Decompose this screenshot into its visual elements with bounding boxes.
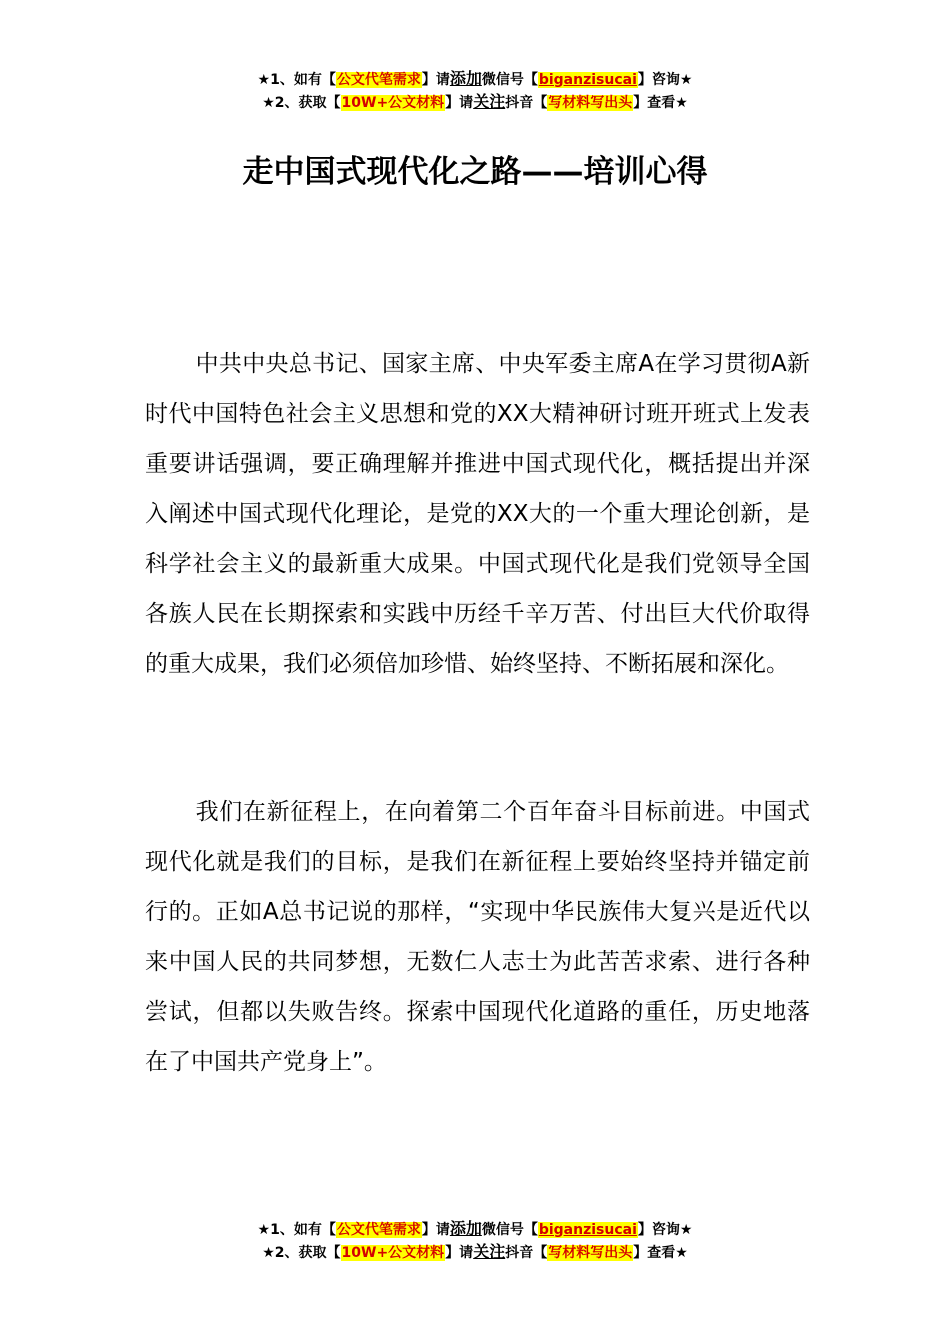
banner-line-2 [0,91,950,114]
banner-text: 2、获取【 [274,1245,341,1261]
banner-emphasis: 关注 [473,92,506,111]
banner-line-2 [0,1241,950,1264]
banner-emphasis: 关注 [473,1242,506,1261]
highlight-materials: 10W+公文材料 [341,95,445,111]
footer-banner [0,1218,950,1264]
banner-line-1 [0,1218,950,1241]
highlight-service: 公文代笔需求 [336,72,421,88]
banner-text: 1、如有【 [270,72,336,88]
banner-text: 抖音【 [505,1245,548,1261]
highlight-douyin: 写材料写出头 [548,95,633,111]
banner-emphasis: 添加 [449,69,482,88]
star-icon: ★ [257,1222,271,1238]
banner-text: 抖音【 [505,95,548,111]
wechat-id-link[interactable]: biganzisucai [538,72,637,88]
banner-text: 】查看★ [633,1245,688,1261]
wechat-id-link[interactable]: biganzisucai [538,1222,637,1238]
banner-text: 1、如有【 [270,1222,336,1238]
star-icon: ★ [257,72,271,88]
banner-text: 】咨询★ [637,72,693,88]
banner-text: 微信号【 [481,72,538,88]
star-icon: ★ [262,95,275,111]
banner-text: 】查看★ [633,95,688,111]
banner-text: 】请 [421,72,450,88]
highlight-service: 公文代笔需求 [336,1222,421,1238]
banner-text: 】咨询★ [637,1222,693,1238]
banner-line-1 [0,68,950,91]
banner-text: 2、获取【 [274,95,341,111]
header-banner [0,68,950,114]
highlight-materials: 10W+公文材料 [341,1245,445,1261]
body-paragraph-2: 我们在新征程上，在向着第二个百年奋斗目标前进。中国式现代化就是我们的目标，是我们在新征程上要始终坚持并锚定前行的。正如A总书记说的那样，“实现中华民族伟大复兴是近代以来中国人民的共同梦想，无数仁人志士为此苦苦求索、进行各种尝试，但都以失败告终。探索中国现代化道路的重任，历史地落在了中国共产党身上”。 [145,799,810,1075]
banner-text: 】请 [445,1245,474,1261]
document-title: 走中国式现代化之路——培训心得 [242,154,708,190]
star-icon: ★ [262,1245,275,1261]
banner-text: 】请 [421,1222,450,1238]
banner-emphasis: 添加 [449,1219,482,1238]
highlight-douyin: 写材料写出头 [548,1245,633,1261]
banner-text: 】请 [445,95,474,111]
body-paragraph-1: 中共中央总书记、国家主席、中央军委主席A在学习贯彻A新时代中国特色社会主义思想和党的XX大精神研讨班开班式上发表重要讲话强调，要正确理解并推进中国式现代化，概括提出并深入阐述中国式现代化理论，是党的XX大的一个重大理论创新，是科学社会主义的最新重大成果。中国式现代化是我们党领导全国各族人民在长期探索和实践中历经千辛万苦、付出巨大代价取得的重大成果，我们必须倍加珍惜、始终坚持、不断拓展和深化。 [145,351,810,677]
banner-text: 微信号【 [481,1222,538,1238]
